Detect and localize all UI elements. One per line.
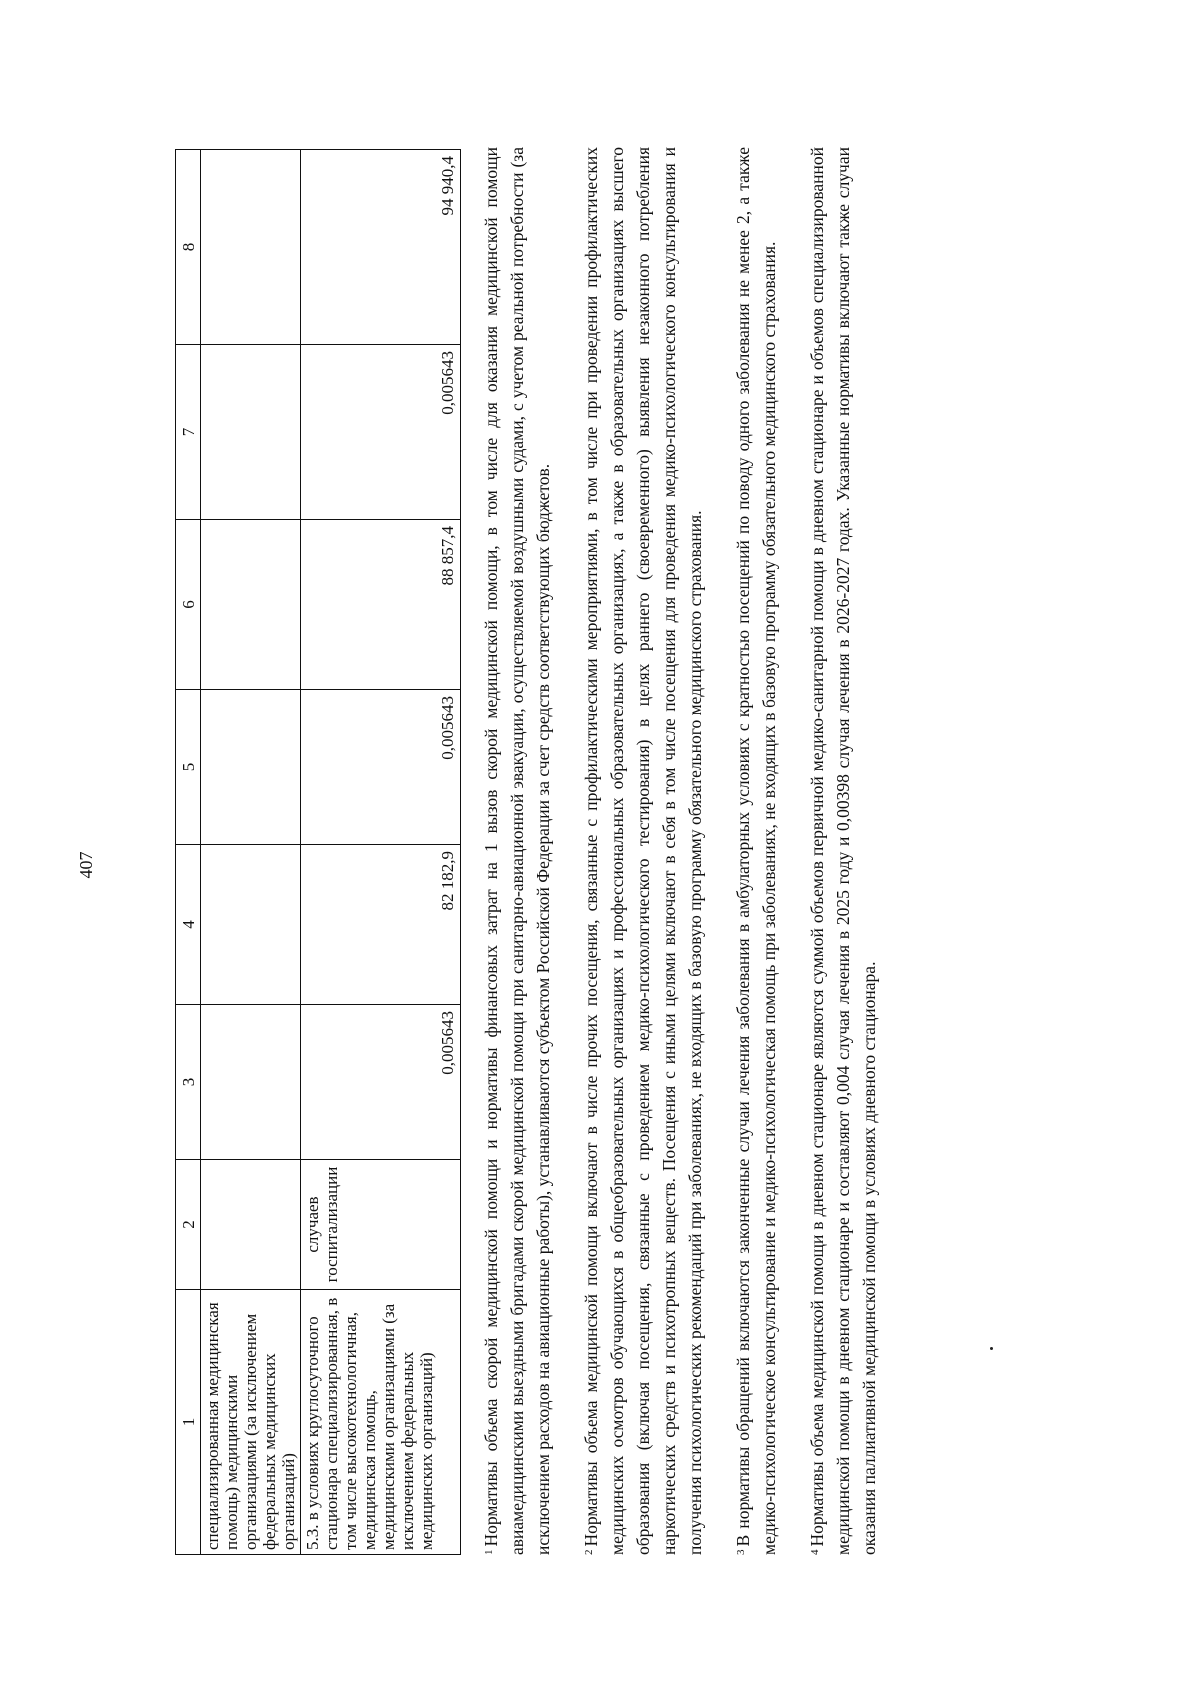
header-cell: 3 — [176, 1005, 201, 1160]
footnote-text: Нормативы объема скорой медицинской помощи и нормативы финансовых затрат на 1 вызов скорой медицинской помощи, в том числе для оказания медицинской помощи авиамедицинскими выездными бригадами скорой медицинской помощи при санитарно-авиационной эвакуации, осуществляемой воздушными судами, с учетом реальной потребности (за исключением расходов на авиационные работы), устанавливаются субъектом Российской Федерации за счет средств соответствующих бюджетов. — [481, 147, 553, 1555]
footnotes — [478, 147, 904, 1555]
header-cell: 7 — [176, 345, 201, 520]
value-cell: 82 182,9 — [301, 845, 461, 1005]
footnote-3 — [730, 147, 782, 1555]
row-name-cell: специализированная медицинская помощь) медицинскими организациями (за исключением федеральных медицинских организаций) — [201, 1290, 301, 1555]
value-cell — [201, 150, 301, 345]
value-cell: 0,005643 — [301, 690, 461, 845]
table-header-row — [176, 150, 201, 1555]
header-cell: 5 — [176, 690, 201, 845]
value-cell — [201, 345, 301, 520]
footnote-4 — [804, 147, 882, 1555]
footnote-text: Нормативы объема медицинской помощи включают в числе прочих посещения, связанные с профилактическими мероприятиями, в том числе при проведении профилактических медицинских осмотров обучающихся в общеобразовательных организациях и профессиональных образовательных организациях, а также в образовательных организациях высшего образования (включая посещения, связанные с проведением медико-психологического тестирования) в целях раннего (своевременного) выявления незаконного потребления наркотических средств и психотропных веществ. Посещения с иными целями включают в себя в том числе посещения для проведения медико-психологического консультирования и получения психологических рекомендаций при заболеваниях, не входящих в базовую программу обязательного медицинского страхования. — [581, 147, 705, 1555]
header-cell: 4 — [176, 845, 201, 1005]
row-name-cell: 5.3. в условиях круглосуточного стационара специализированная, в том числе высокотехнологичная, медицинская помощь, медицинскими организациями (за исключением федеральных медицинских организаций) — [301, 1290, 461, 1555]
value-cell: 0,005643 — [301, 345, 461, 520]
scan-speck — [990, 1347, 993, 1350]
value-cell — [201, 520, 301, 690]
table-row — [301, 150, 461, 1555]
norms-table — [175, 149, 461, 1555]
unit-cell — [201, 1160, 301, 1290]
value-cell — [201, 1005, 301, 1160]
header-cell: 8 — [176, 150, 201, 345]
footnote-1 — [478, 147, 556, 1555]
page-number: 407 — [76, 851, 96, 879]
footnote-mark: 4 — [809, 1549, 821, 1555]
value-cell: 88 857,4 — [301, 520, 461, 690]
header-cell: 2 — [176, 1160, 201, 1290]
unit-cell: случаев госпитализации — [301, 1160, 461, 1290]
footnote-2 — [578, 147, 708, 1555]
footnote-text: Нормативы объема медицинской помощи в дневном стационаре являются суммой объемов первичной медико-санитарной помощи в дневном стационаре и объемов специализированной медицинской помощи в дневном стационаре и составляют 0,004 случая лечения в 2025 году и 0,00398 случая лечения в 2026-2027 годах. Указанные нормативы включают также случаи оказания паллиативной медицинской помощи в условиях дневного стационара. — [807, 147, 879, 1555]
footnote-mark: 3 — [735, 1549, 747, 1555]
footnote-mark: 2 — [583, 1549, 595, 1555]
header-cell: 1 — [176, 1290, 201, 1555]
header-cell: 6 — [176, 520, 201, 690]
table-row — [201, 150, 301, 1555]
value-cell — [201, 845, 301, 1005]
value-cell: 0,005643 — [301, 1005, 461, 1160]
footnote-mark: 1 — [483, 1549, 495, 1555]
value-cell: 94 940,4 — [301, 150, 461, 345]
footnote-text: В нормативы обращений включаются законченные случаи лечения заболевания в амбулаторных условиях с кратностью посещений по поводу одного заболевания не менее 2, а также медико-психологическое консультирование и медико-психологическая помощь при заболеваниях, не входящих в базовую программу обязательного медицинского страхования. — [733, 147, 779, 1555]
value-cell — [201, 690, 301, 845]
